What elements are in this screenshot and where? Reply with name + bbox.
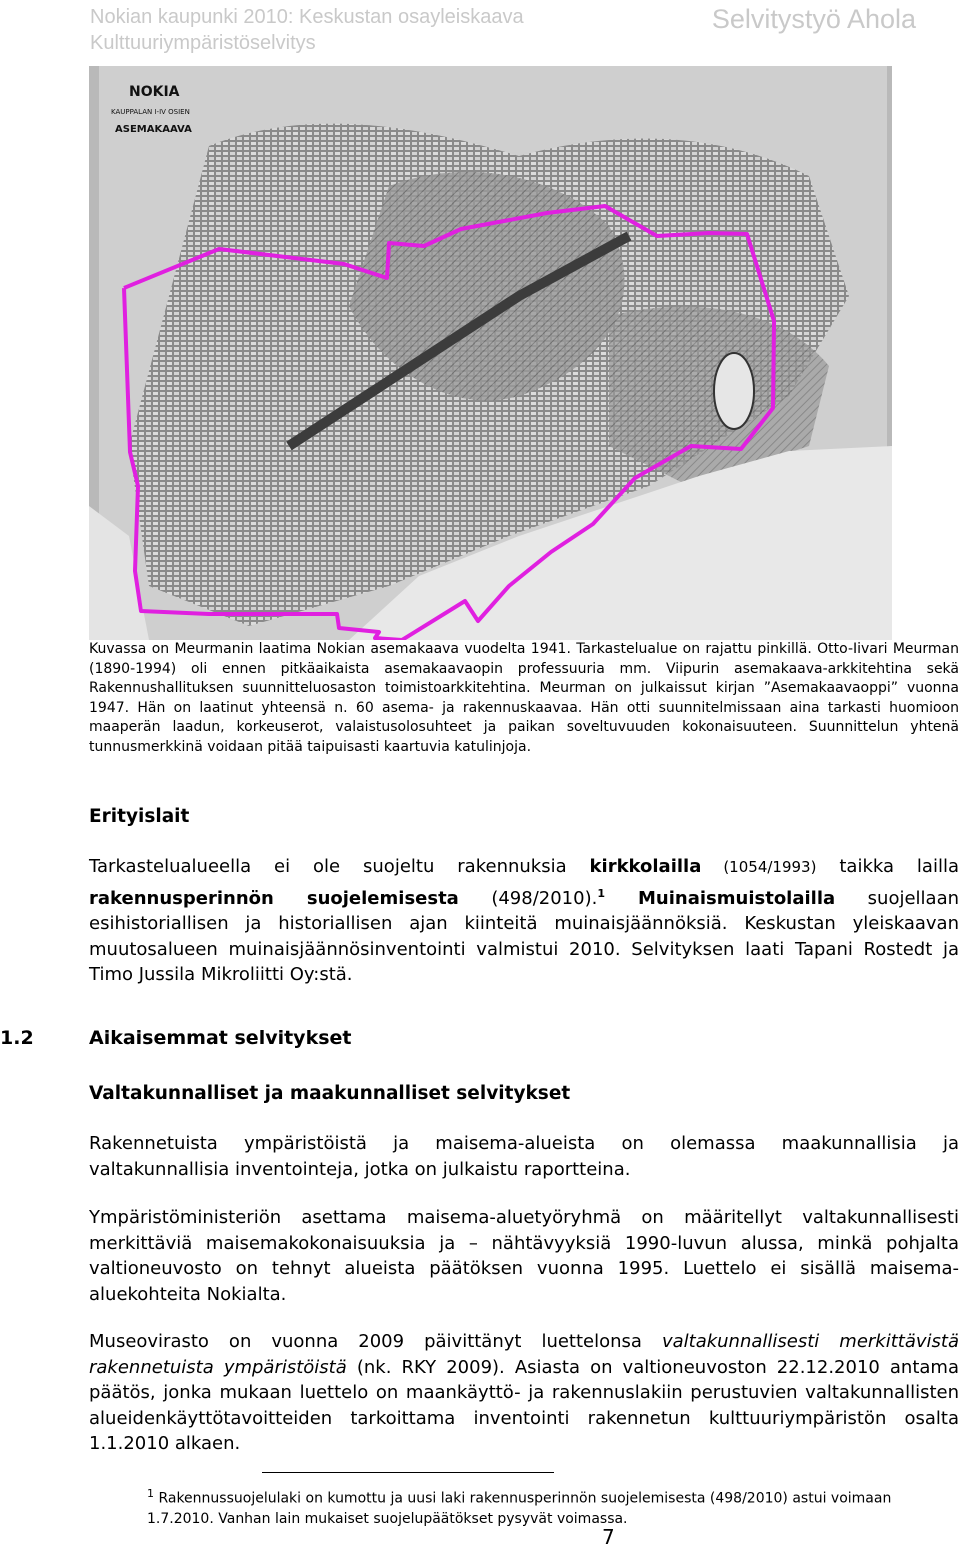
text-run: (498/2010). [458, 887, 598, 909]
caption-sentence-1: Kuvassa on Meurmanin laatima Nokian asemakaava vuodelta 1941. Tarkastelualue on rajattu pinkillä. [89, 641, 812, 657]
paragraph-2 [89, 1205, 959, 1307]
header-document-title: Nokian kaupunki 2010: Keskustan osayleiskaava [90, 6, 524, 28]
town-plan-map-drawing [89, 66, 892, 640]
running-header [90, 4, 524, 56]
text-run: Museovirasto on vuonna 2009 päivittänyt luettelonsa [89, 1331, 662, 1352]
page-number: 7 [602, 1525, 615, 1549]
paragraph-1-text: Rakennetuista ympäristöistä ja maisema-alueista on olemassa maakunnallisia ja valtakunnallisia inventointeja, jotka on julkaistu raportteina. [89, 1133, 959, 1180]
text-run: Tarkastelualueella ei ole suojeltu rakennuksia [89, 856, 590, 877]
header-document-subtitle: Kulttuuriympäristöselvitys [90, 32, 316, 54]
footnote-text: Rakennussuojelulaki on kumottu ja uusi laki rakennusperinnön suojelemisesta (498/2010) astui voimaan 1.7.2010. Vanhan lain mukaiset suojelupäätökset pysyvät voimassa. [147, 1490, 892, 1527]
bold-run: kirkkolailla [589, 856, 702, 877]
paragraph-2-text: Ympäristöministeriön asettama maisema-aluetyöryhmä on määritellyt valtakunnallisesti merkittäviä maisemakokonaisuuksia ja – nähtävyyksiä 1990-luvun alussa, minkä pohjalta valtioneuvosto on tehnyt alueista päätöksen vuonna 1995. Luettelo ei sisällä maisema-aluekohteita Nokialta. [89, 1207, 959, 1305]
text-run: suojellaan esihistoriallisen ja historiallisen ajan kiinteitä muinaisjäännöksiä. Keskustan yleiskaavan muutosalueen muinaisjäännösinventointi valmistui 2010. Selvityksen laati Tapani Rostedt ja Timo Jussila Mikroliitti Oy:stä. [89, 887, 960, 985]
footnote-number: 1 [147, 1487, 154, 1500]
caption-sentence-2: Otto-Iivari Meurman (1890-1994) oli ennen pitkäaikaista asemakaavaopin professuuria mm. Viipurin asemakaava-arkkitehtina sekä Rakennushallituksen suunnitteluosaston toimistoarkkitehtina. Meurman on julkaissut kirjan ”Asemakaavaoppi” vuonna 1947. Hän on laatinut yhteensä n. 60 asema- ja rakennuskaavaa. Hän otti suunnitelmissaan aina tarkasti huomioon maaperän laadun, korkeuserot, valaistusolosuhteet ja paikan soveltuvuuden kokonaisuuteen. Suunnittelun yhtenä tunnusmerkkinä voidaan pitää taipuisasti kaartuvia katulinjoja. [89, 641, 960, 755]
footnote [147, 1484, 947, 1529]
footnote-ref: 1 [597, 886, 605, 900]
map-title-line2: KAUPPALAN I-IV OSIEN [111, 108, 190, 116]
paragraph-1 [89, 1131, 959, 1182]
text-run: taikka lailla [816, 856, 959, 877]
italic-run: valtakunnallisesti merkittävistä rakennetuista ympäristöistä [89, 1331, 959, 1378]
map-title-line1: NOKIA [129, 84, 180, 100]
map-title-line3: ASEMAKAAVA [115, 124, 192, 135]
text-run: (nk. RKY 2009). Asiasta on valtioneuvoston 22.12.2010 antama päätös, jonka mukaan luettelo on maankäyttö- ja rakennuslakiin perustuvien valtakunnallisten alueidenkäyttötavoitteiden tarkoittama inventointi rakennetun kulttuuriympäristön osalta 1.1.2010 alkaen. [89, 1356, 959, 1454]
map-caption [89, 640, 959, 757]
header-author: Selvitystyö Ahola [711, 4, 916, 34]
section-number: 1.2 [0, 1027, 34, 1049]
text-run: (1054/1993) [701, 858, 817, 876]
paragraph-erityislait [89, 854, 959, 988]
bold-run: Muinaismuistolailla [604, 887, 836, 909]
town-plan-map [89, 66, 892, 640]
footnote-separator [262, 1472, 554, 1473]
bold-run: rakennusperinnön suojelemisesta [89, 887, 459, 909]
section-title: Aikaisemmat selvitykset [89, 1027, 352, 1049]
paragraph-3 [89, 1329, 959, 1457]
subsection-title: Valtakunnalliset ja maakunnalliset selvitykset [89, 1083, 571, 1104]
heading-erityislait: Erityislait [89, 806, 190, 827]
